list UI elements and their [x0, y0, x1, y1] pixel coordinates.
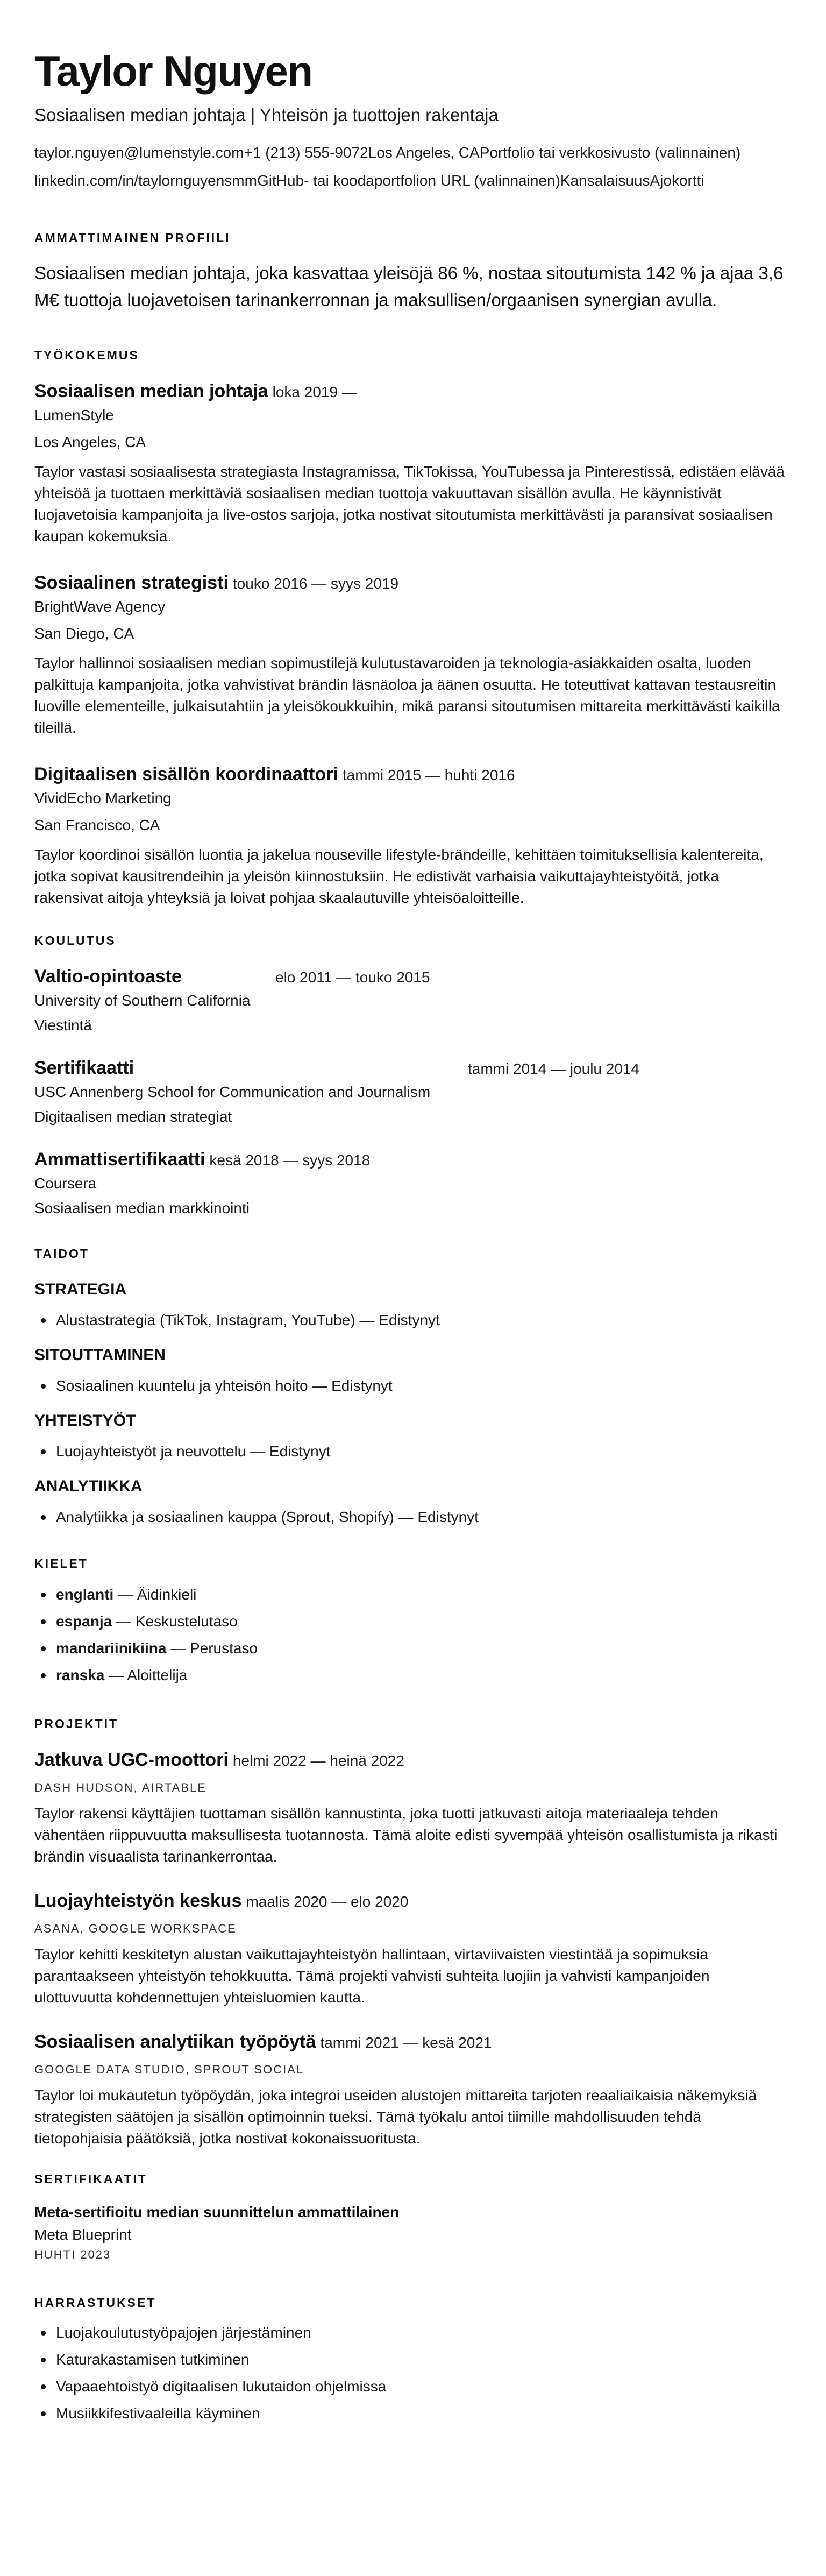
skills-section — [34, 1245, 792, 1531]
job-title: Sosiaalisen median johtaja — [34, 381, 268, 401]
language-name: espanja — [56, 1613, 112, 1630]
project-description: Taylor rakensi käyttäjien tuottaman sisällön kannustinta, joka tuotti jatkuvasti aitoja materiaaleja tehden vähentäen riippuvuutta maksullisesta tuotannosta. Tämä aloite edisti syvempää yhteisön osallistumista ja rikasti brändin visuaalista tarinankerrontaa. — [34, 1805, 778, 1865]
company-name: VividEcho Marketing — [34, 790, 172, 806]
skill-group — [34, 1343, 792, 1399]
project-dates: tammi 2021 — kesä 2021 — [320, 2034, 492, 2051]
project-entry — [34, 1889, 792, 2008]
hobbies-section — [34, 2295, 792, 2427]
experience-section — [34, 347, 792, 909]
job-location: San Francisco, CA — [34, 817, 160, 833]
projects-section — [34, 1716, 792, 2149]
education-entry — [34, 965, 792, 1038]
hobby-item: Luojakoulutustyöpajojen järjestäminen — [34, 2319, 792, 2346]
hobby-item: Musiikkifestivaaleilla käyminen — [34, 2400, 792, 2427]
resume-header — [34, 45, 792, 196]
contact-info — [34, 139, 792, 195]
job-description: Taylor vastasi sosiaalisesta strategiasta Instagramissa, TikTokissa, YouTubessa ja Pinterestissä, edistäen elävää yhteisöä ja tuottaen merkittäviä sosiaalisen median tuottoja vakuuttavan sisällön avulla. He käynnistivät luojavetoisia kampanjoita ja live-ostos sarjoja, jotka nostivat sitoutumista merkittävästi ja paransivat sosiaalisen kaupan kokemuksia. — [34, 463, 785, 544]
project-dates: maalis 2020 — elo 2020 — [246, 1893, 409, 1910]
project-tech: GOOGLE DATA STUDIO, SPROUT SOCIAL — [34, 2063, 304, 2076]
section-title: PROJEKTIT — [34, 1717, 119, 1731]
job-title: Sosiaalinen strategisti — [34, 572, 229, 593]
field-of-study: Viestintä — [34, 1017, 92, 1034]
job-dates: touko 2016 — syys 2019 — [232, 575, 399, 592]
job-title: Digitaalisen sisällön koordinaattori — [34, 764, 338, 784]
skill-group — [34, 1409, 792, 1465]
language-level: — Keskustelutaso — [112, 1613, 238, 1630]
citizenship: Kansalaisuus — [560, 172, 650, 189]
education-entry — [34, 1148, 792, 1221]
section-title: TAIDOT — [34, 1247, 89, 1261]
section-title: HARRASTUKSET — [34, 2296, 156, 2310]
skill-group-title: ANALYTIIKKA — [34, 1477, 143, 1495]
language-item — [34, 1662, 792, 1689]
project-description: Taylor loi mukautetun työpöydän, joka integroi useiden alustojen mittareita tarjoten reaaliaikaisia näkemyksiä strategisten säätöjen ja sisällön optimoinnin tueksi. Tämä työkalu antoi tiimille mahdollisuuden tehdä tietopohjaisia päätöksiä, jotka nostivat kokonaissuoritusta. — [34, 2087, 757, 2147]
portfolio-link[interactable]: Portfolio tai verkkosivusto (valinnainen) — [479, 144, 741, 161]
experience-entry — [34, 379, 792, 547]
company-name: BrightWave Agency — [34, 598, 166, 615]
skill-item: Alustastrategia (TikTok, Instagram, YouTube) — Edistynyt — [34, 1307, 792, 1334]
field-of-study: Digitaalisen median strategiat — [34, 1108, 232, 1125]
candidate-name: Taylor Nguyen — [34, 47, 312, 95]
language-item — [34, 1635, 792, 1662]
drivers-license: Ajokortti — [650, 172, 704, 189]
hobby-item: Katurakastamisen tutkiminen — [34, 2346, 792, 2373]
phone-number[interactable]: +1 (213) 555-9072 — [244, 144, 368, 161]
section-title: TYÖKOKEMUS — [34, 348, 139, 362]
degree-title: Ammattisertifikaatti — [34, 1149, 205, 1170]
experience-entry — [34, 571, 792, 739]
language-level: — Äidinkieli — [113, 1586, 197, 1603]
project-dates: helmi 2022 — heinä 2022 — [232, 1752, 404, 1769]
skill-group-title: YHTEISTYÖT — [34, 1412, 136, 1429]
contact-row-primary — [34, 139, 792, 167]
project-entry — [34, 1748, 792, 1867]
language-level: — Aloittelija — [104, 1667, 188, 1683]
job-location: San Diego, CA — [34, 625, 134, 642]
job-dates: tammi 2015 — huhti 2016 — [342, 767, 515, 783]
section-title: KIELET — [34, 1556, 88, 1570]
language-item — [34, 1581, 792, 1608]
job-dates: loka 2019 — — [272, 384, 357, 400]
language-name: englanti — [56, 1586, 114, 1603]
job-description: Taylor koordinoi sisällön luontia ja jakelua nouseville lifestyle-brändeille, kehittäen toimituksellisia kalentereita, jotka sopivat kausitrendeihin ja yleisön kiinnostuksiin. He edistivät varhaisia vaikuttajayhteistyöitä, jotka rakensivat aitoja yhteyksiä ja loivat pohjaa skaalautuville yhteisöaloitteille. — [34, 846, 764, 906]
language-level: — Perustaso — [166, 1640, 258, 1657]
company-name: LumenStyle — [34, 407, 114, 423]
skill-group-title: STRATEGIA — [34, 1280, 127, 1298]
school-name: Coursera — [34, 1175, 97, 1192]
certification-date: HUHTI 2023 — [34, 2248, 111, 2261]
job-location: Los Angeles, CA — [34, 434, 146, 450]
skill-item: Luojayhteistyöt ja neuvottelu — Edistynyt — [34, 1438, 792, 1465]
skill-group-title: SITOUTTAMINEN — [34, 1346, 166, 1364]
education-entry — [34, 1056, 792, 1129]
project-entry — [34, 2030, 792, 2149]
location: Los Angeles, CA — [368, 144, 480, 161]
project-description: Taylor kehitti keskitetyn alustan vaikuttajayhteistyön hallintaan, virtaviivaisten viestintää ja sopimuksia parantaakseen yhteistyön tehokkuutta. Tämä projekti vahvisti suhteita luojiin ja vahvisti kampanjoiden ulottuvuutta kohdennettujen yhteisluomien kautta. — [34, 1946, 710, 2006]
github-link[interactable]: GitHub- tai koodaportfolion URL (valinnainen) — [257, 172, 560, 189]
degree-title: Sertifikaatti — [34, 1058, 134, 1078]
section-title: SERTIFIKAATIT — [34, 2172, 147, 2186]
contact-row-secondary — [34, 167, 792, 195]
languages-section — [34, 1555, 792, 1689]
candidate-headline: Sosiaalisen median johtaja | Yhteisön ja tuottojen rakentaja — [34, 105, 499, 125]
degree-title: Valtio-opintoaste — [34, 966, 182, 987]
language-name: mandariinikiina — [56, 1640, 167, 1657]
school-name: University of Southern California — [34, 992, 251, 1009]
project-tech: DASH HUDSON, AIRTABLE — [34, 1781, 206, 1794]
certification-entry — [34, 2201, 792, 2263]
hobby-item: Vapaaehtoistyö digitaalisen lukutaidon ohjelmissa — [34, 2373, 792, 2400]
education-dates: elo 2011 — touko 2015 — [275, 969, 430, 986]
skill-item: Analytiikka ja sosiaalinen kauppa (Sprout, Shopify) — Edistynyt — [34, 1504, 792, 1531]
language-item — [34, 1608, 792, 1635]
certifications-section — [34, 2171, 792, 2263]
section-title: AMMATTIMAINEN PROFIILI — [34, 231, 231, 245]
email-link[interactable]: taylor.nguyen@lumenstyle.com — [34, 144, 244, 161]
linkedin-link[interactable]: linkedin.com/in/taylornguyensmm — [34, 172, 257, 189]
experience-entry — [34, 762, 792, 909]
education-section — [34, 932, 792, 1221]
language-name: ranska — [56, 1667, 105, 1683]
certification-issuer: Meta Blueprint — [34, 2226, 132, 2243]
job-description: Taylor hallinnoi sosiaalisen median sopimustilejä kulutustavaroiden ja teknologia-asiakkaiden osalta, luoden palkittuja kampanjoita, jotka vahvistivat brändin läsnäoloa ja äänen osuutta. He toteuttivat kattavan testausreitin luoville elementeille, julkaisutahtiin ja yleisökoukkuihin, mikä paransi sitoutumisen mittareita merkittävästi kaikilla tileillä. — [34, 655, 780, 736]
project-tech: ASANA, GOOGLE WORKSPACE — [34, 1922, 237, 1935]
project-name: Sosiaalisen analytiikan työpöytä — [34, 2032, 316, 2052]
field-of-study: Sosiaalisen median markkinointi — [34, 1200, 250, 1216]
project-name: Luojayhteistyön keskus — [34, 1891, 242, 1911]
school-name: USC Annenberg School for Communication and Journalism — [34, 1084, 431, 1100]
skill-item: Sosiaalinen kuuntelu ja yhteisön hoito — Edistynyt — [34, 1372, 792, 1399]
profile-summary: Sosiaalisen median johtaja, joka kasvattaa yleisöjä 86 %, nostaa sitoutumista 142 % ja ajaa 3,6 M€ tuottoja luojavetoisen tarinankerronnan ja maksullisen/orgaanisen synergian avulla. — [34, 263, 784, 310]
skill-group — [34, 1278, 792, 1334]
education-dates: tammi 2014 — joulu 2014 — [468, 1060, 640, 1077]
skill-group — [34, 1475, 792, 1531]
education-dates: kesä 2018 — syys 2018 — [209, 1152, 371, 1169]
section-title: KOULUTUS — [34, 933, 116, 947]
profile-section — [34, 230, 792, 314]
certification-name: Meta-sertifioitu median suunnittelun ammattilainen — [34, 2204, 400, 2220]
project-name: Jatkuva UGC-moottori — [34, 1750, 229, 1770]
